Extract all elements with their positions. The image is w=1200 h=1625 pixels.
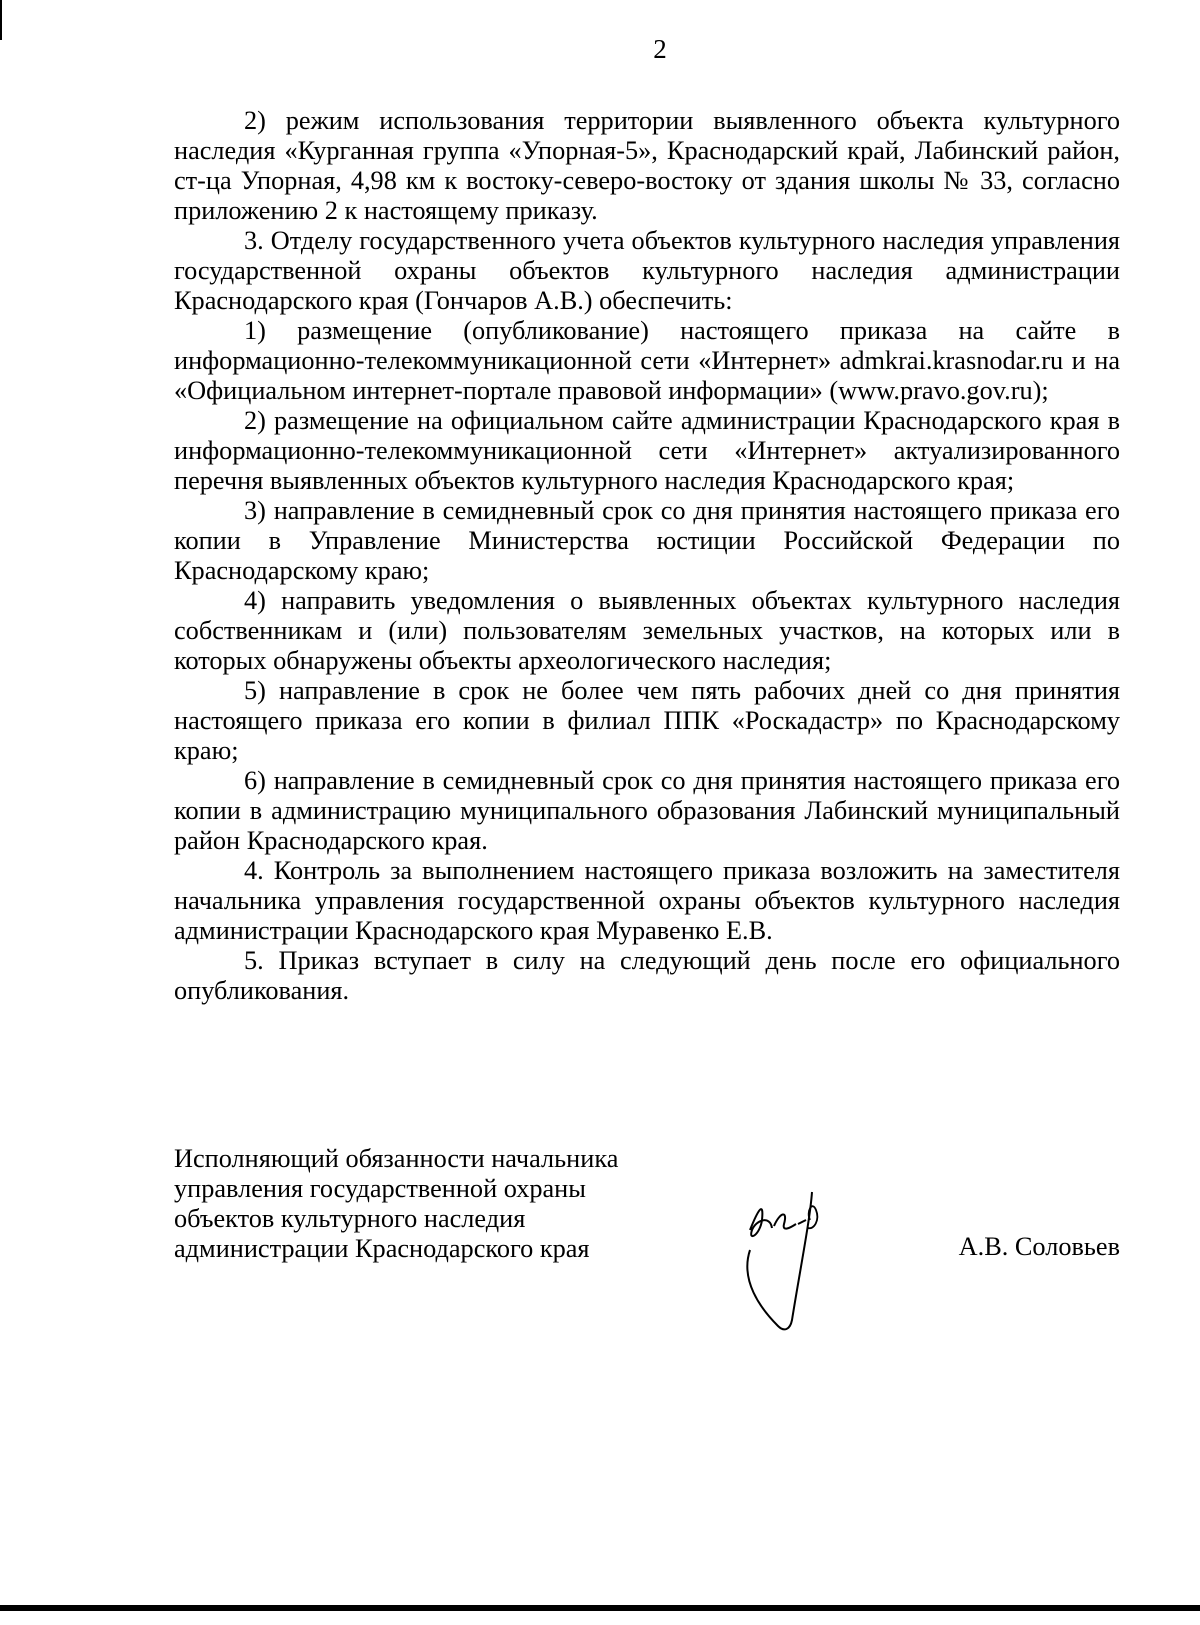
paragraph-6: 4) направить уведомления о выявленных объектах культурного наследия собственникам и (или) пользователям земельных участков, на которых или в которых обнаружены объекты археологического наследия;	[174, 586, 1120, 675]
position-line-2: управления государственной охраны	[174, 1174, 586, 1203]
paragraph-1: 2) режим использования территории выявленного объекта культурного наследия «Курганная группа «Упорная-5», Краснодарский край, Лабинский район, ст-ца Упорная, 4,98 км к востоку-северо-востоку от здания школы № 33, согласно приложению 2 к настоящему приказу.	[174, 106, 1120, 225]
document-body	[174, 106, 1120, 1006]
paragraph-8: 6) направление в семидневный срок со дня принятия настоящего приказа его копии в администрацию муниципального образования Лабинский муниципальный район Краснодарского края.	[174, 766, 1120, 855]
paragraph-3: 1) размещение (опубликование) настоящего приказа на сайте в информационно-телекоммуникационной сети «Интернет» admkrai.krasnodar.ru и на «Официальном интернет-портале правовой информации» (www.pravo.gov.ru);	[174, 316, 1120, 405]
page-number: 2	[653, 34, 667, 64]
position-line-1: Исполняющий обязанности начальника	[174, 1144, 619, 1173]
signatory-name: А.В. Соловьев	[958, 1232, 1120, 1261]
paragraph-4: 2) размещение на официальном сайте администрации Краснодарского края в информационно-телекоммуникационной сети «Интернет» актуализированного перечня выявленных объектов культурного наследия Краснодарского края;	[174, 406, 1120, 495]
paragraph-2: 3. Отделу государственного учета объектов культурного наследия управления государственной охраны объектов культурного наследия администрации Краснодарского края (Гончаров А.В.) обеспечить:	[174, 226, 1120, 315]
paragraph-5: 3) направление в семидневный срок со дня принятия настоящего приказа его копии в Управление Министерства юстиции Российской Федерации по Краснодарскому краю;	[174, 496, 1120, 585]
scan-edge-bottom	[0, 1605, 1200, 1611]
position-line-3: объектов культурного наследия	[174, 1204, 526, 1233]
paragraph-7: 5) направление в срок не более чем пять рабочих дней со дня принятия настоящего приказа его копии в филиал ППК «Роскадастр» по Краснодарскому краю;	[174, 676, 1120, 765]
signatory-position	[174, 1144, 618, 1264]
paragraph-9: 4. Контроль за выполнением настоящего приказа возложить на заместителя начальника управления государственной охраны объектов культурного наследия администрации Краснодарского края Муравенко Е.В.	[174, 856, 1120, 945]
paragraph-10: 5. Приказ вступает в силу на следующий день после его официального опубликования.	[174, 946, 1120, 1005]
position-line-4: администрации Краснодарского края	[174, 1234, 590, 1263]
handwritten-signature	[740, 1190, 850, 1340]
